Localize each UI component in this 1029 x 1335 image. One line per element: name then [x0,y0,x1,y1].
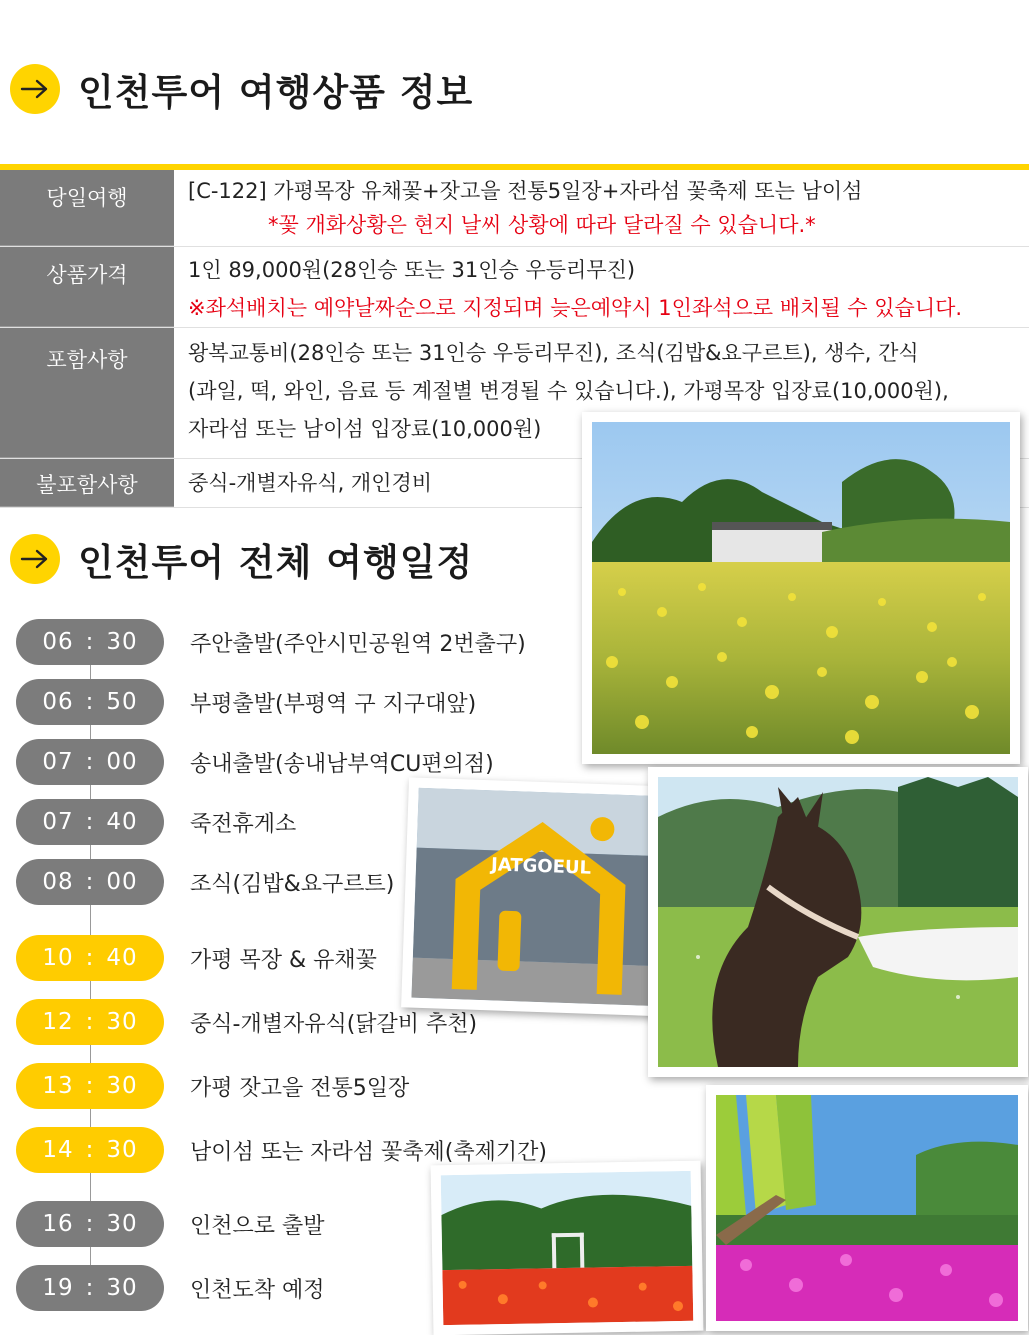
photo-alpaca [648,767,1028,1077]
pink-flowers-image [716,1095,1018,1321]
time-badge: 16 : 30 [16,1201,164,1247]
section-title: 인천투어 여행상품 정보 [78,71,474,114]
time-badge: 08 : 00 [16,859,164,905]
schedule-item [16,1063,409,1109]
schedule-text: 가평 잣고을 전통5일장 [190,1075,410,1101]
time-badge: 10 : 40 [16,935,164,981]
section-title: 인천투어 전체 여행일정 [78,541,474,584]
section-schedule-heading [10,532,473,586]
time-badge: 19 : 30 [16,1265,164,1311]
schedule-text: 남이섬 또는 자라섬 꽃축제(축제기간) [190,1139,547,1165]
section-info-heading [10,62,473,116]
time-badge: 07 : 40 [16,799,164,845]
schedule-text: 인천으로 출발 [190,1213,325,1239]
included-line: 자라섬 또는 남이섬 입장료(10,000원) [188,417,542,441]
time-badge: 06 : 30 [16,619,164,665]
photo-canola-field [582,412,1020,764]
schedule-text: 부평출발(부평역 구 지구대앞) [190,691,477,717]
flower-field-image [441,1171,694,1325]
arrow-right-icon [10,534,60,584]
trip-title: [C-122] 가평목장 유채꽃+잣고을 전통5일장+자라섬 꽃축제 또는 남이섬 [188,179,863,203]
included-line: 왕복교통비(28인승 또는 31인승 우등리무진), 조식(김밥&요구르트), 생수, 간식 [188,341,919,365]
time-badge: 06 : 50 [16,679,164,725]
schedule-text: 조식(김밥&요구르트) [190,871,395,897]
market-sign-text: JATGOEUL [490,854,592,879]
info-label: 당일여행 [0,170,174,246]
schedule-item [16,1201,325,1247]
schedule-text: 송내출발(송내남부역CU편의점) [190,751,494,777]
info-value [174,170,1029,246]
schedule-item [16,799,296,845]
info-value [174,247,1029,327]
info-label: 불포함사항 [0,459,174,507]
alpaca-image [658,777,1018,1067]
schedule-item [16,935,377,981]
info-label: 상품가격 [0,247,174,327]
excluded-text: 중식-개별자유식, 개인경비 [188,471,433,495]
photo-flower-field [431,1161,704,1335]
schedule-item [16,1265,325,1311]
schedule-text: 주안출발(주안시민공원역 2번출구) [190,631,526,657]
schedule-text: 가평 목장 & 유채꽃 [190,947,377,973]
photo-pink-flowers [706,1085,1028,1331]
included-line: (과일, 떡, 와인, 음료 등 계절별 변경될 수 있습니다.), 가평목장 입장료(10,000원), [188,379,949,403]
schedule-item [16,619,526,665]
info-row-price [0,247,1029,328]
price-note: ※좌석배치는 예약날짜순으로 지정되며 늦은예약시 1인좌석으로 배치될 수 있습니다. [188,296,963,320]
price-text: 1인 89,000원(28인승 또는 31인승 우등리무진) [188,258,636,282]
arrow-right-icon [10,64,60,114]
market-sign-image [411,788,668,1007]
schedule-item [16,679,476,725]
info-label: 포함사항 [0,328,174,458]
schedule-text: 중식-개별자유식(닭갈비 추천) [190,1011,478,1037]
time-badge: 13 : 30 [16,1063,164,1109]
photo-market-sign [401,777,679,1016]
schedule-item [16,859,394,905]
canola-field-image [592,422,1010,754]
info-row-trip [0,170,1029,247]
time-badge: 14 : 30 [16,1127,164,1173]
schedule-text: 죽전휴게소 [190,811,297,837]
time-badge: 07 : 00 [16,739,164,785]
time-badge: 12 : 30 [16,999,164,1045]
trip-note: *꽃 개화상황은 현지 날씨 상황에 따라 달라질 수 있습니다.* [268,213,816,237]
schedule-text: 인천도착 예정 [190,1277,325,1303]
